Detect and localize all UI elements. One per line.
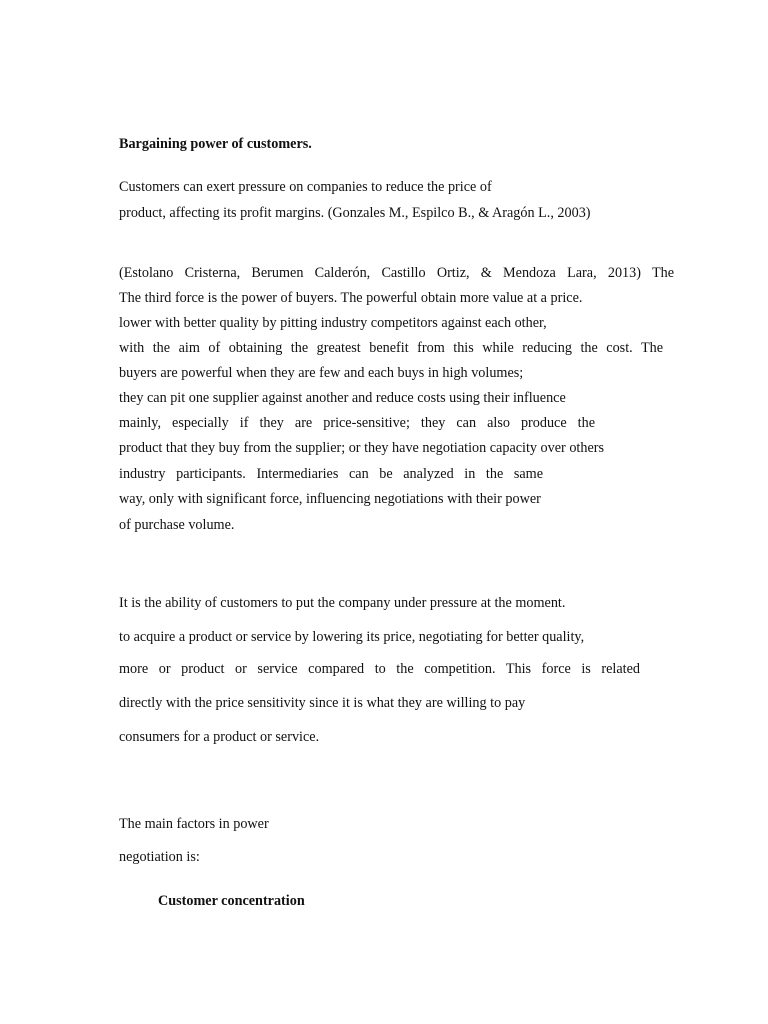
para2-line-1: (Estolano Cristerna, Berumen Calderón, Castillo Ortiz, & Mendoza Lara, 2013) The	[119, 265, 674, 281]
para3-line-3: more or product or service compared to the competition. This force is related	[119, 661, 640, 677]
bullet-item-label: Customer concentration	[158, 893, 305, 909]
para4-line-1: The main factors in power	[119, 816, 269, 832]
para2-line-8: product that they buy from the supplier; or they have negotiation capacity over others	[119, 440, 604, 456]
para2-line-5: buyers are powerful when they are few and each buys in high volumes;	[119, 365, 524, 381]
section-heading: Bargaining power of customers.	[119, 136, 312, 152]
para2-line-7: mainly, especially if they are price-sensitive; they can also produce the	[119, 415, 595, 431]
para3-line-2: to acquire a product or service by lowering its price, negotiating for better quality,	[119, 629, 585, 645]
para2-line-9: industry participants. Intermediaries can be analyzed in the same	[119, 466, 543, 482]
para2-line-10: way, only with significant force, influencing negotiations with their power	[119, 491, 541, 507]
para3-line-4: directly with the price sensitivity since it is what they are willing to pay	[119, 695, 526, 711]
para1-line-1: Customers can exert pressure on companies to reduce the price of	[119, 179, 492, 195]
para1-line-2: product, affecting its profit margins. (Gonzales M., Espilco B., & Aragón L., 2003)	[119, 205, 591, 221]
para4-line-2: negotiation is:	[119, 849, 200, 865]
para2-line-2: The third force is the power of buyers. The powerful obtain more value at a price.	[119, 290, 583, 306]
bullet-item	[143, 892, 305, 910]
para3-line-1: It is the ability of customers to put the company under pressure at the moment.	[119, 595, 566, 611]
para2-line-11: of purchase volume.	[119, 517, 235, 533]
para3-line-5: consumers for a product or service.	[119, 729, 320, 745]
para2-line-3: lower with better quality by pitting industry competitors against each other,	[119, 315, 547, 331]
para2-line-6: they can pit one supplier against another and reduce costs using their influence	[119, 390, 566, 406]
para2-line-4: with the aim of obtaining the greatest benefit from this while reducing the cost. The	[119, 340, 663, 356]
